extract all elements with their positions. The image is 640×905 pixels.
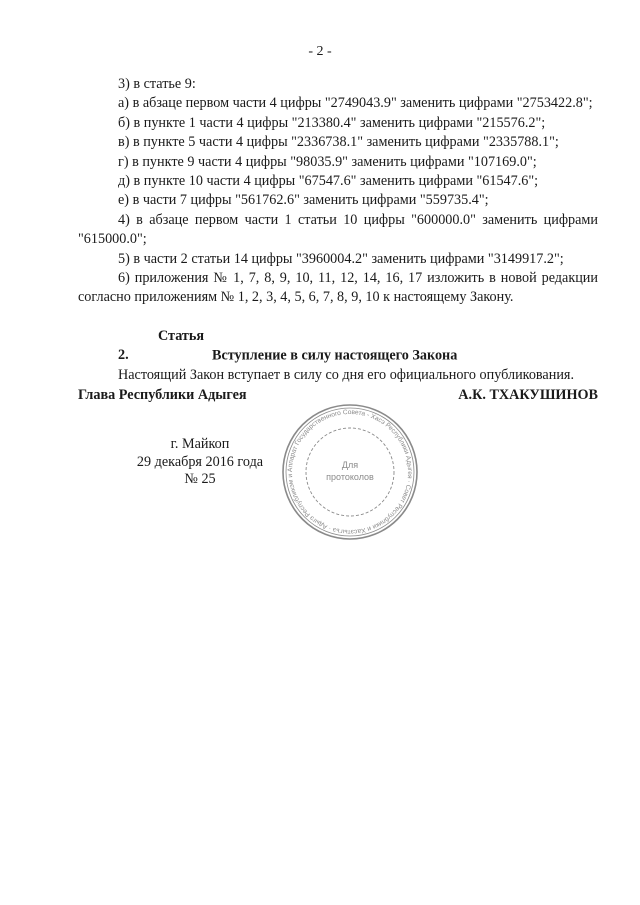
- article-heading: [78, 327, 598, 366]
- law-date: 29 декабря 2016 года: [136, 453, 264, 470]
- page-number: - 2 -: [308, 44, 332, 59]
- article-text: Настоящий Закон вступает в силу со дня его официального опубликования.: [118, 366, 574, 383]
- law-amendments: [78, 75, 598, 385]
- stamp-center-text-2: протоколов: [326, 472, 374, 482]
- amendment-item: 4) в абзаце первом части 1 статьи 10 цифры "600000.0" заменить цифрами "615000.0";: [78, 211, 598, 248]
- signatory-name: А.К. ТХАКУШИНОВ: [458, 387, 598, 403]
- article-2: [78, 327, 598, 385]
- article-title: Вступление в силу настоящего Закона: [212, 347, 458, 364]
- amendment-item: д) в пункте 10 части 4 цифры "67547.6" заменить цифрами "61547.6";: [118, 173, 539, 190]
- amendment-item: 5) в части 2 статьи 14 цифры "3960004.2" заменить цифрами "3149917.2";: [118, 250, 564, 267]
- place-city: г. Майкоп: [170, 436, 230, 452]
- law-number: № 25: [184, 471, 216, 487]
- amendment-item: г) в пункте 9 части 4 цифры "98035.9" заменить цифрами "107169.0";: [118, 153, 537, 170]
- amendment-item: 3) в статье 9:: [118, 76, 196, 92]
- place-date-block: [120, 436, 280, 489]
- amendment-item: в) в пункте 5 части 4 цифры "2336738.1" заменить цифрами "2335788.1";: [118, 134, 559, 151]
- signatory-position: Глава Республики Адыгея: [78, 387, 247, 403]
- stamp-center-text-1: Для: [341, 460, 359, 470]
- amendment-item: а) в абзаце первом части 4 цифры "2749043.9" заменить цифрами "2753422.8";: [118, 95, 593, 112]
- amendment-item: б) в пункте 1 части 4 цифры "213380.4" заменить цифрами "215576.2";: [118, 114, 546, 131]
- amendment-item: 6) приложения № 1, 7, 8, 9, 10, 11, 12, 14, 16, 17 изложить в новой редакции согласно приложениям № 1, 2, 3, 4, 5, 6, 7, 8, 9, 10 к настоящему Закону.: [78, 270, 598, 306]
- official-stamp: [280, 402, 420, 542]
- stamp-ring-text: Аппарат Государственного Совета - Хасэ Республики Адыгея · Совет Республики и Хасэтыгъэ · Адыгэ Республикэм и: [286, 408, 414, 536]
- amendment-item: е) в части 7 цифры "561762.6" заменить цифрами "559735.4";: [118, 192, 489, 209]
- article-number: Статья 2.: [118, 327, 205, 364]
